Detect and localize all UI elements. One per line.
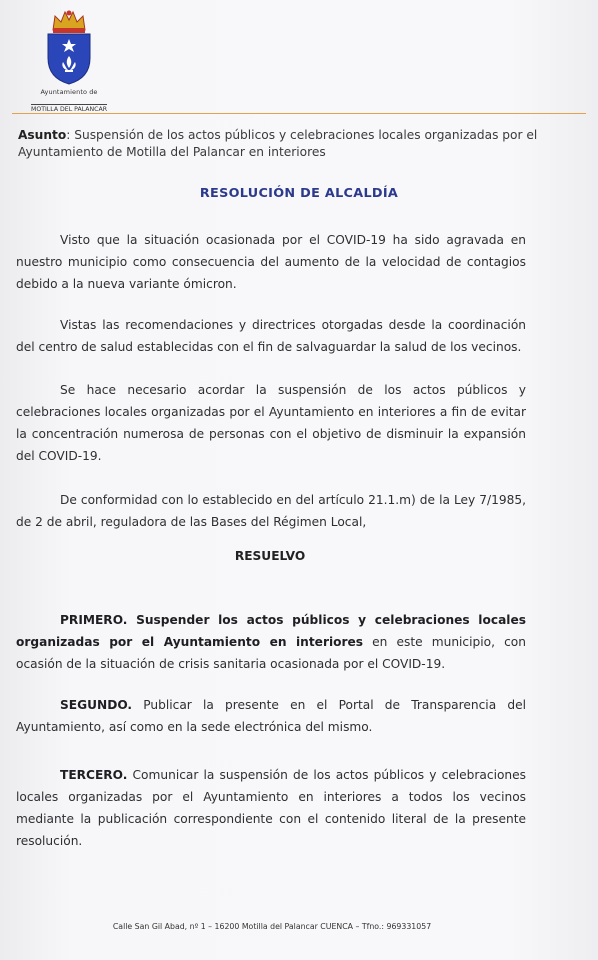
item-tercero-bold: TERCERO.: [60, 768, 128, 782]
item-primero-text: en este municipio, con ocasión de la situación de crisis sanitaria ocasionada por el COVID-19.: [16, 635, 526, 671]
item-tercero-text: Comunicar la suspensión de los actos públicos y celebraciones locales organizadas por el Ayuntamiento en interiores a todos los vecinos mediante la publicación correspondiente con el contenido literal de la presente resolución.: [16, 768, 526, 848]
coat-of-arms-icon: [39, 8, 99, 86]
document-title: RESOLUCIÓN DE ALCALDÍA: [199, 186, 399, 201]
footer-address: Calle San Gil Abad, nº 1 – 16200 Motilla del Palancar CUENCA – Tfno.: 969331057: [112, 922, 432, 931]
item-segundo-bold: SEGUNDO.: [60, 698, 133, 712]
subject-text: Suspensión de los actos públicos y celebraciones locales organizadas por el Ayuntamiento de Motilla del Palancar en interiores: [18, 128, 538, 159]
paragraph-2: [16, 314, 526, 358]
paragraph-1: [16, 229, 526, 295]
paragraph-3-text: Se hace necesario acordar la suspensión de los actos públicos y celebraciones locales organizadas por el Ayuntamiento en interiores a fin de evitar la concentración numerosa de personas con el objetivo de disminuir la expansión del COVID-19.: [16, 383, 526, 463]
subject-line: [18, 127, 578, 161]
item-primero-bold: PRIMERO. Suspender los actos públicos y celebraciones locales organizadas por el Ayuntamiento en interiores: [16, 613, 526, 649]
subject-colon: :: [66, 128, 71, 142]
item-segundo-text: Publicar la presente en el Portal de Transparencia del Ayuntamiento, así como en la sede electrónica del mismo.: [16, 698, 526, 734]
paragraph-4-text: De conformidad con lo establecido en del artículo 21.1.m) de la Ley 7/1985, de 2 de abril, reguladora de las Bases del Régimen Local,: [16, 493, 526, 529]
seal-caption-line1: Ayuntamiento de: [40, 88, 98, 96]
paragraph-1-text: Visto que la situación ocasionada por el COVID-19 ha sido agravada en nuestro municipio como consecuencia del aumento de la velocidad de contagios debido a la nueva variante ómicron.: [16, 233, 526, 291]
seal-caption-line2: MOTILLA DEL PALANCAR: [30, 106, 107, 113]
municipal-seal: [14, 8, 124, 115]
subject-label: Asunto: [18, 128, 67, 142]
paragraph-2-text: Vistas las recomendaciones y directrices otorgadas desde la coordinación del centro de salud establecidas con el fin de salvaguardar la salud de los vecinos.: [16, 318, 526, 354]
paragraph-3: [16, 379, 526, 467]
header-divider: [12, 113, 586, 114]
paragraph-4: [16, 489, 526, 533]
item-primero: [16, 609, 526, 675]
resolve-heading: RESUELVO: [234, 549, 306, 563]
item-tercero: [16, 764, 526, 852]
item-segundo: [16, 694, 526, 738]
